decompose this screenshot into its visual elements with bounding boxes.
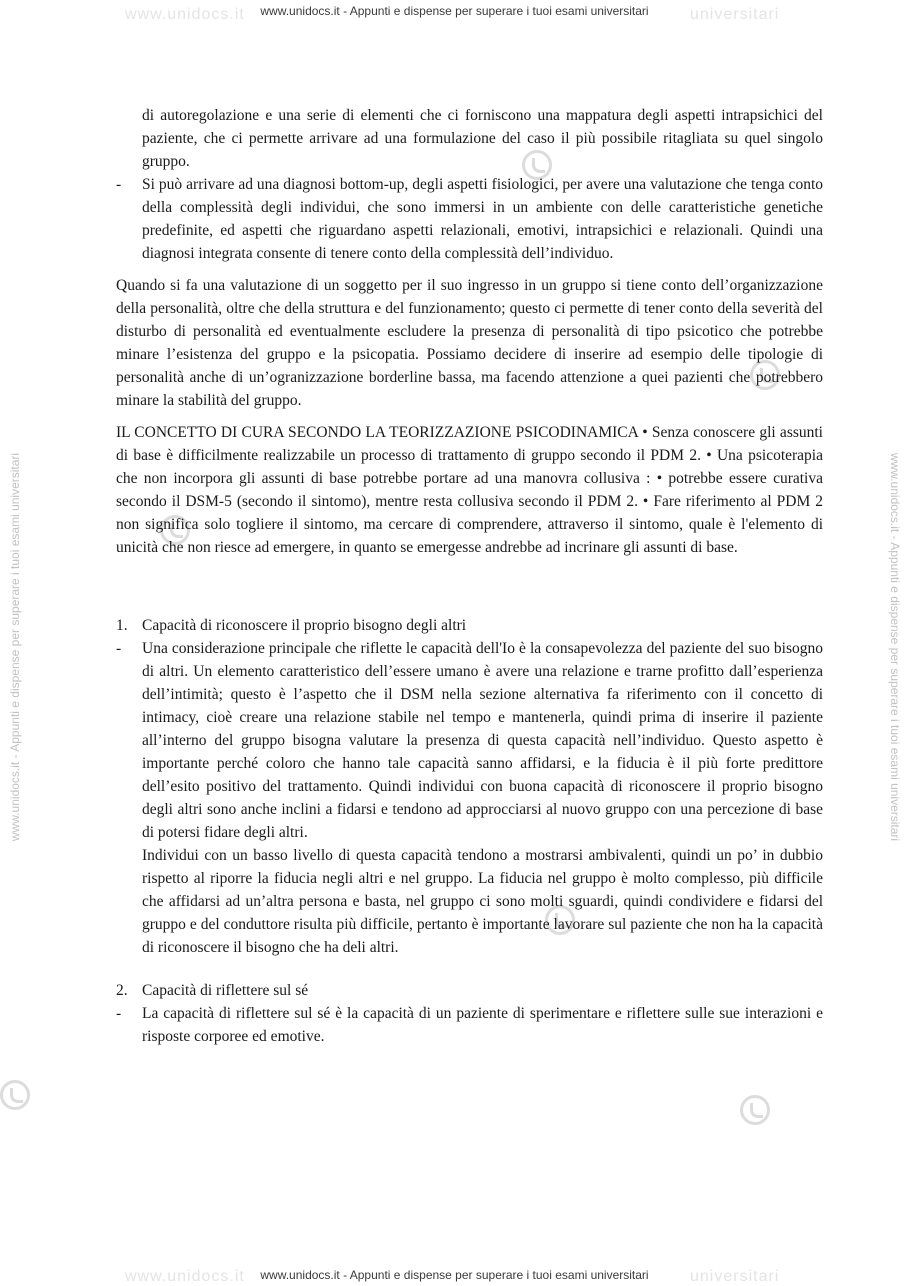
- document-body: [116, 104, 823, 1048]
- numbered-item: [116, 614, 823, 637]
- list-item: [116, 1002, 823, 1048]
- numbered-item: [116, 979, 823, 1002]
- page-footer: www.unidocs.it - Appunti e dispense per superare i tuoi esami universitari: [260, 1268, 649, 1282]
- item-number: 1.: [116, 617, 128, 634]
- watermark-word-bottom: universitari: [690, 1268, 780, 1285]
- side-watermark-right: www.unidocs.it - Appunti e dispense per superare i tuoi esami universitari: [888, 452, 902, 842]
- item-title: Capacità di riflettere sul sé: [142, 982, 309, 999]
- watermark-word: universitari: [690, 6, 780, 23]
- list-item-continuation: [116, 104, 823, 173]
- watermark-site: www.unidocs.it: [125, 6, 245, 23]
- bullet-text: di autoregolazione e una serie di elementi che ci forniscono una mappatura degli aspetti intrapsichici del paziente, che ci permette arrivare ad una formulazione del caso il più possibile ritagliata su quel singolo gruppo.: [142, 107, 823, 170]
- bullet-text: Si può arrivare ad una diagnosi bottom-up, degli aspetti fisiologici, per avere una valutazione che tenga conto della complessità degli individui, che sono immersi in un ambiente con delle caratteristiche genetiche predefinite, ed aspetti che riguardano aspetti relazionali, emotivi, intrapsichici e relazionali. Quindi una diagnosi integrata consente di tenere conto della complessità dell’individuo.: [142, 176, 823, 262]
- item-number: 2.: [116, 982, 128, 999]
- watermark-site-bottom: www.unidocs.it: [125, 1268, 245, 1285]
- side-watermark-left: www.unidocs.it - Appunti e dispense per superare i tuoi esami universitari: [8, 452, 22, 842]
- watermark-logo-icon: [740, 1095, 770, 1125]
- paragraph: Quando si fa una valutazione di un soggetto per il suo ingresso in un gruppo si tiene conto dell’organizzazione della personalità, oltre che della struttura e del funzionamento; questo ci permette di tener conto della severità del disturbo di personalità ed eventualmente escludere la presenza di personalità di tipo psicotico che potrebbe minare l’esistenza del gruppo e la psicopatia. Possiamo decidere di inserire ad esempio delle tipologie di personalità anche di un’ogranizzazione borderline bassa, ma facendo attenzione a quei pazienti che potrebbero minare la stabilità del gruppo.: [116, 277, 823, 409]
- bullet-text: La capacità di riflettere sul sé è la capacità di un paziente di sperimentare e riflettere sulle sue interazioni e risposte corporee ed emotive.: [142, 1005, 823, 1045]
- continuation-paragraph: Individui con un basso livello di questa capacità tendono a mostrarsi ambivalenti, quindi un po’ in dubbio rispetto al riporre la fiducia negli altri e nel gruppo. La fiducia nel gruppo è molto complesso, più difficile che affidarsi ad un’altra persona e basta, nel gruppo ci sono molti sguardi, quindi condividere e fidarsi del gruppo e del conduttore risulta più difficile, pertanto è importante lavorare sul paziente che non ha la capacità di riconoscere il bisogno che ha deli altri.: [142, 847, 823, 956]
- page-header: www.unidocs.it - Appunti e dispense per superare i tuoi esami universitari: [260, 4, 649, 18]
- bullet-text: Una considerazione principale che riflette le capacità dell'Io è la consapevolezza del paziente del suo bisogno di altri. Un elemento caratteristico dell’essere umano è avere una relazione e trarne profitto dall’esperienza dell’intimità; questo è l’aspetto che il DSM nella sezione alternativa fa riferimento con il concetto di intimacy, cioè creare una relazione stabile nel tempo e mantenerla, quindi prima di inserire il paziente all’interno del gruppo bisogna valutare la presenza di questa capacità nell’individuo. Questo aspetto è importante perché coloro che hanno tale capacità sanno affidarsi, e la fiducia è il più forte predittore dell’esito positivo del trattamento. Quindi individui con buona capacità di riconoscere il proprio bisogno degli altri sono anche inclini a fidarsi e tendono ad approcciarsi al nuovo gruppo con una percezione di base di potersi fidare degli altri.: [142, 640, 823, 841]
- paragraph-section-heading: IL CONCETTO DI CURA SECONDO LA TEORIZZAZIONE PSICODINAMICA • Senza conoscere gli assunti di base è difficilmente realizzabile un processo di trattamento di gruppo secondo il PDM 2. • Una psicoterapia che non incorpora gli assunti di base potrebbe portare ad una manovra collusiva : • potrebbe essere curativa secondo il DSM-5 (secondo il sintomo), mentre resta collusiva secondo il PDM 2. • Fare riferimento al PDM 2 non significa solo togliere il sintomo, ma cercare di comprendere, attraverso il sintomo, quale è l'elemento di unicità che non riesce ad emergere, in quanto se emergesse andrebbe ad incrinare gli assunti di base.: [116, 424, 823, 556]
- list-item: [116, 173, 823, 265]
- watermark-logo-icon: [0, 1080, 30, 1110]
- item-title: Capacità di riconoscere il proprio bisogno degli altri: [142, 617, 467, 634]
- list-item: [116, 637, 823, 844]
